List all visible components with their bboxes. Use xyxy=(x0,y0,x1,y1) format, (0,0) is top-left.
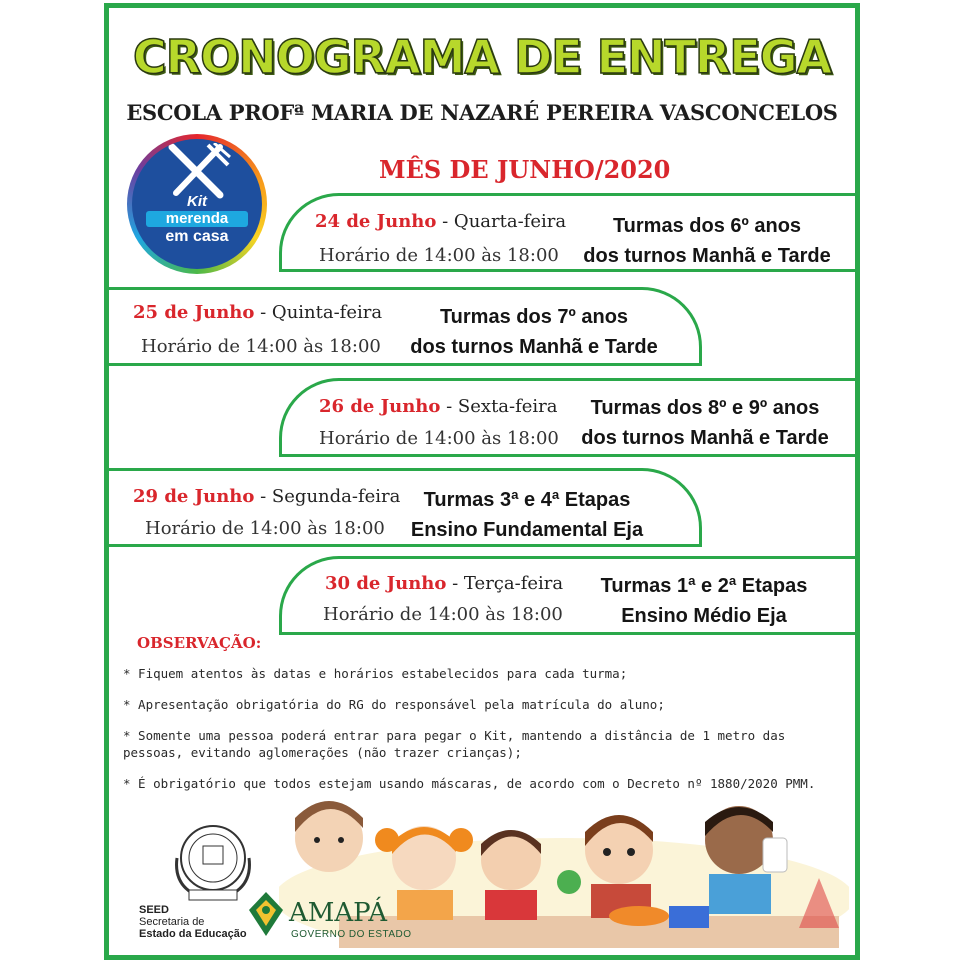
amapa-emblem-icon xyxy=(247,890,285,938)
schedule-date-5: 30 de Junho - Terça-feira xyxy=(325,573,564,594)
poster-title: CRONOGRAMA DE ENTREGA xyxy=(132,30,832,84)
observation-item-3: * Somente uma pessoa poderá entrar para pegar o Kit, mantendo a distância de 1 metro das pessoas, evitando aglomerações (não trazer crianças); xyxy=(123,728,786,760)
observation-item-2: * Apresentação obrigatória do RG do responsável pela matrícula do aluno; xyxy=(123,697,665,712)
observation-heading: OBSERVAÇÃO: xyxy=(137,634,262,652)
amapa-subtitle: GOVERNO DO ESTADO xyxy=(291,929,412,940)
schedule-group-4: Turmas 3ª e 4ª Etapas Ensino Fundamental Eja xyxy=(410,489,644,541)
logo-text-kit: Kit xyxy=(187,193,207,210)
schedule-hours-5: Horário de 14:00 às 18:00 xyxy=(323,604,563,625)
schedule-hours-4: Horário de 14:00 às 18:00 xyxy=(145,518,385,539)
kit-merenda-logo xyxy=(127,134,267,274)
schedule-hours-3: Horário de 14:00 às 18:00 xyxy=(319,428,559,449)
seed-logo-text: SEED Secretaria de Estado da Educação xyxy=(139,904,247,940)
schedule-date-2: 25 de Junho - Quinta-feira xyxy=(133,302,383,323)
schedule-hours-2: Horário de 14:00 às 18:00 xyxy=(141,336,381,357)
fork-knife-icon xyxy=(162,143,232,199)
schedule-date-3: 26 de Junho - Sexta-feira xyxy=(319,396,558,417)
schedule-group-2: Turmas dos 7º anos dos turnos Manhã e Tarde xyxy=(410,306,658,358)
schedule-date-4: 29 de Junho - Segunda-feira xyxy=(133,486,401,507)
poster-frame xyxy=(104,3,860,960)
observation-item-4: * É obrigatório que todos estejam usando máscaras, de acordo com o Decreto nº 1880/2020 PMM. xyxy=(123,776,816,791)
schedule-group-1: Turmas dos 6º anos dos turnos Manhã e Tarde xyxy=(583,215,831,267)
schedule-date-1: 24 de Junho - Quarta-feira xyxy=(315,211,567,232)
schedule-group-5: Turmas 1ª e 2ª Etapas Ensino Médio Eja xyxy=(600,575,808,627)
school-name: ESCOLA PROFª MARIA DE NAZARÉ PEREIRA VASCONCELOS xyxy=(126,100,838,125)
logo-text-merenda: merenda xyxy=(146,211,248,227)
schedule-group-3: Turmas dos 8º e 9º anos dos turnos Manhã e Tarde xyxy=(581,397,829,449)
month-label: MÊS DE JUNHO/2020 xyxy=(379,155,671,184)
observation-item-1: * Fiquem atentos às datas e horários estabelecidos para cada turma; xyxy=(123,666,628,681)
schedule-hours-1: Horário de 14:00 às 18:00 xyxy=(319,245,559,266)
logo-text-em-casa: em casa xyxy=(165,228,229,245)
amapa-logo-text: AMAPÁ xyxy=(289,898,388,928)
